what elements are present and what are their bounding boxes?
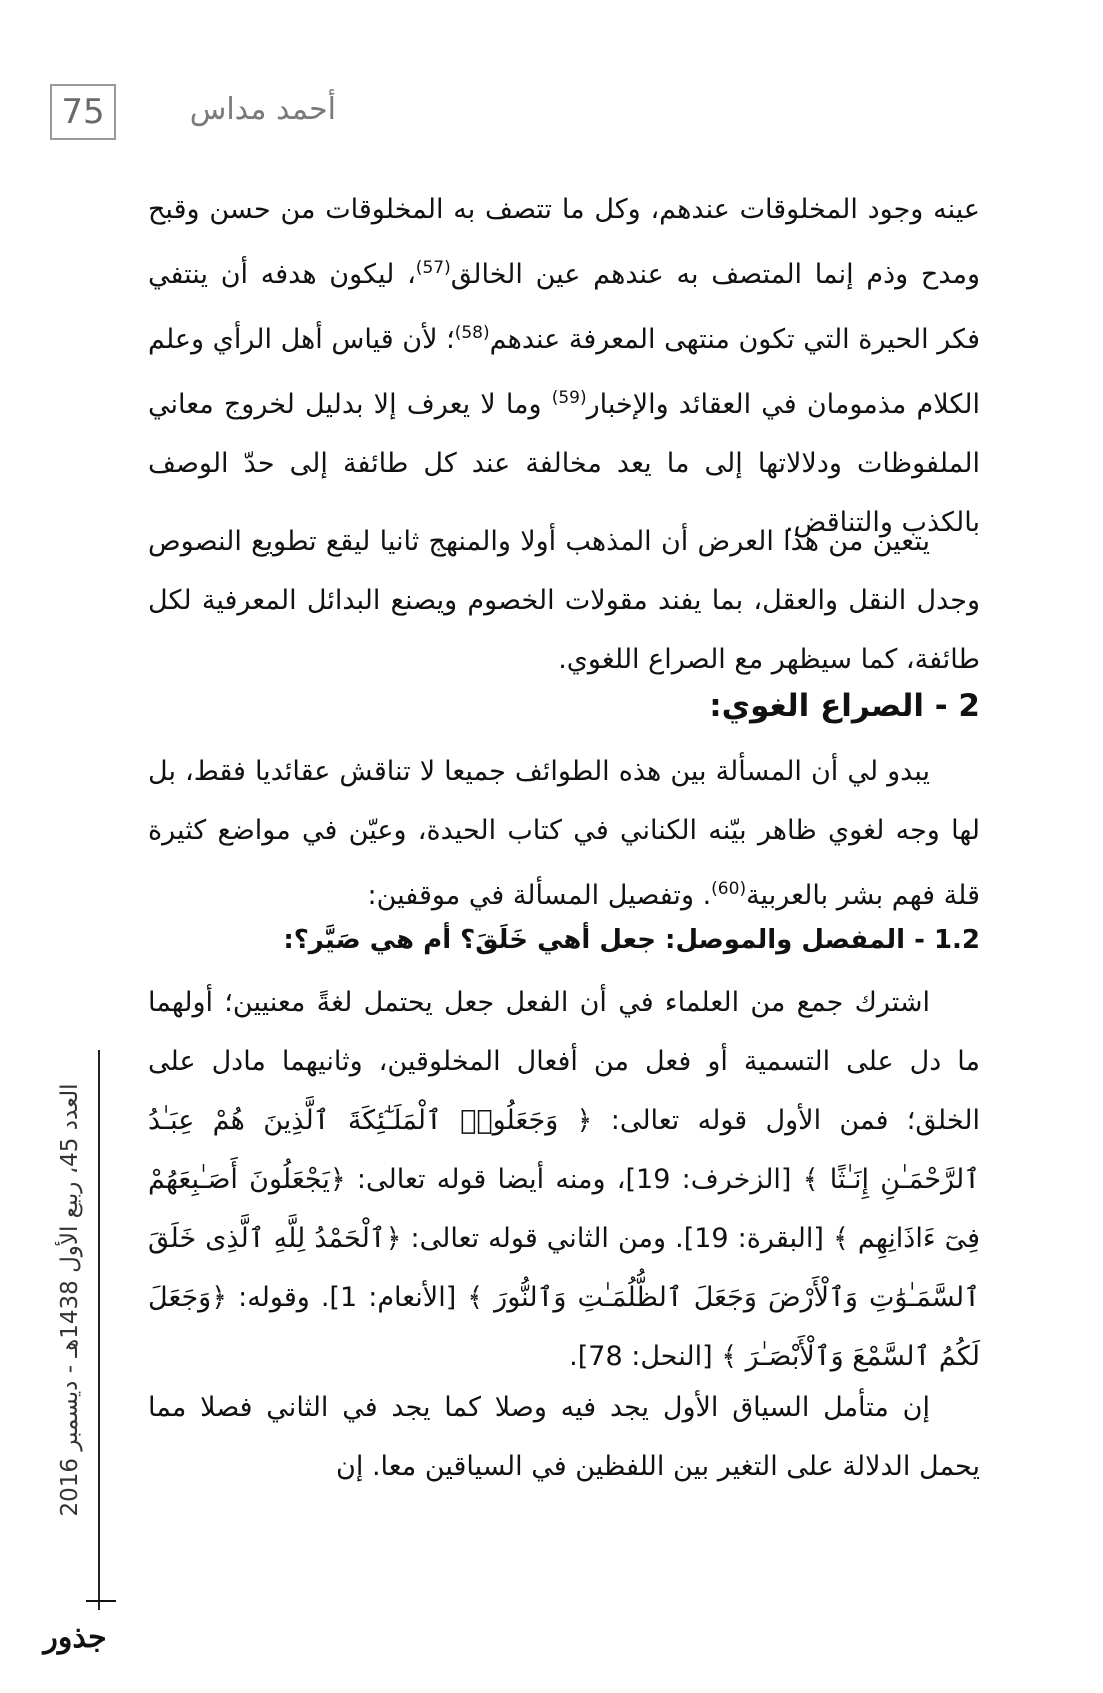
paragraph-1 xyxy=(148,180,980,552)
heading-linguistic-conflict: 2 - الصراع الغوي: xyxy=(709,688,980,724)
section-heading-2 xyxy=(148,678,980,734)
text-run: وما لا يعرف إلا بدليل لخروج معاني الملفوظات ودلالاتها إلى ما يعد مخالفة عند كل طائفة إلى حدّ الوصف بالكذب والتناقض. xyxy=(148,389,980,538)
journal-logo: جذور xyxy=(43,1620,107,1655)
footnote-ref-58[interactable]: (58) xyxy=(454,323,490,343)
paragraph-5: إن متأمل السياق الأول يجد فيه وصلا كما يجد في الثاني فصلا مما يحمل الدلالة على التغير بين اللفظين في السياقين معا. إن xyxy=(148,1392,980,1482)
paragraph-4 xyxy=(148,973,980,1386)
text-run: [الأنعام: 1]. وقوله: xyxy=(227,1282,468,1313)
text-run: . وتفصيل المسألة في موقفين: xyxy=(367,880,712,911)
body-text-3 xyxy=(148,742,980,925)
body-text-2 xyxy=(148,512,980,689)
sidebar-rule xyxy=(86,1600,116,1602)
heading-1-2: 1.2 - المفصل والموصل: جعل أهي خَلَقَ؟ أم هي صَيَّر؟: xyxy=(283,925,980,955)
text-run: عينه وجود المخلوقات عندهم، وكل ما تتصف به المخلوقات من حسن وقبح ومدح وذم إنما المتصف به عندهم عين الخالق xyxy=(148,194,980,290)
text-run: ؛ لأن قياس أهل الرأي وعلم الكلام مذمومان في العقائد والإخبار xyxy=(148,324,980,420)
body-text xyxy=(148,180,980,552)
sidebar-divider xyxy=(98,1050,100,1610)
paragraph-2: يتعين من هذا العرض أن المذهب أولا والمنهج ثانيا ليقع تطويع النصوص وجدل النقل والعقل، بما يفند مقولات الخصوم ويصنع البدائل المعرفية لكل طائفة، كما سيظهر مع الصراع اللغوي. xyxy=(148,526,980,675)
issue-info: العدد 45، ربيع الأول 1438هـ - ديسمبر 2016 xyxy=(57,1083,83,1517)
journal-sidebar xyxy=(48,1040,92,1560)
body-text-4 xyxy=(148,973,980,1386)
text-run: ، ليكون هدفه أن ينتفي فكر الحيرة التي تكون منتهى المعرفة عندهم xyxy=(148,259,980,355)
text-run: اشترك جمع من العلماء في أن الفعل جعل يحتمل لغةً معنيين؛ أولهما ما دل على التسمية أو فعل من أفعال المخلوقين، وثانيهما مادل على الخلق؛ فمن الأول قوله تعالى: xyxy=(148,987,981,1136)
author-name: أحمد مداس xyxy=(189,92,336,127)
text-run: [الزخرف: 19]، ومنه أيضا قوله تعالى: xyxy=(345,1164,803,1195)
footnote-ref-60[interactable]: (60) xyxy=(711,879,747,899)
subsection-heading xyxy=(148,912,980,968)
text-run: يبدو لي أن المسألة بين هذه الطوائف جميعا لا تناقش عقائديا فقط، بل لها وجه لغوي ظاهر بيّنه الكناني في كتاب الحيدة، وعيّن في مواضع كثيرة قلة فهم بشر بالعربية xyxy=(148,756,980,911)
page-number: 75 xyxy=(50,84,116,140)
paragraph-3 xyxy=(148,742,980,925)
footnote-ref-57[interactable]: (57) xyxy=(415,258,451,278)
quran-verse: ﴿وَجَعَلَ لَكُمُ ٱلسَّمْعَ وَٱلْأَبْصَـٰرَ ﴾ xyxy=(148,1282,980,1372)
quran-verse: ﴿ٱلْحَمْدُ لِلَّهِ ٱلَّذِى خَلَقَ ٱلسَّمَـٰوَٰتِ وَٱلْأَرْضَ وَجَعَلَ ٱلظُّلُمَـٰتِ وَٱلنُّورَ ﴾ xyxy=(148,1223,980,1313)
body-text-5 xyxy=(148,1378,980,1496)
quran-verse: ﴿ وَجَعَلُوا۟ ٱلْمَلَـٰٓئِكَةَ ٱلَّذِينَ هُمْ عِبَـٰدُ ٱلرَّحْمَـٰنِ إِنَـٰثًا ﴾ xyxy=(148,1105,981,1195)
text-run: [البقرة: 19]. ومن الثاني قوله تعالى: xyxy=(401,1223,833,1254)
text-run: [النحل: 78]. xyxy=(569,1341,722,1372)
quran-verse: ﴿يَجْعَلُونَ أَصَـٰبِعَهُمْ فِىٓ ءَاذَانِهِم ﴾ xyxy=(148,1164,980,1254)
footnote-ref-59[interactable]: (59) xyxy=(551,388,587,408)
